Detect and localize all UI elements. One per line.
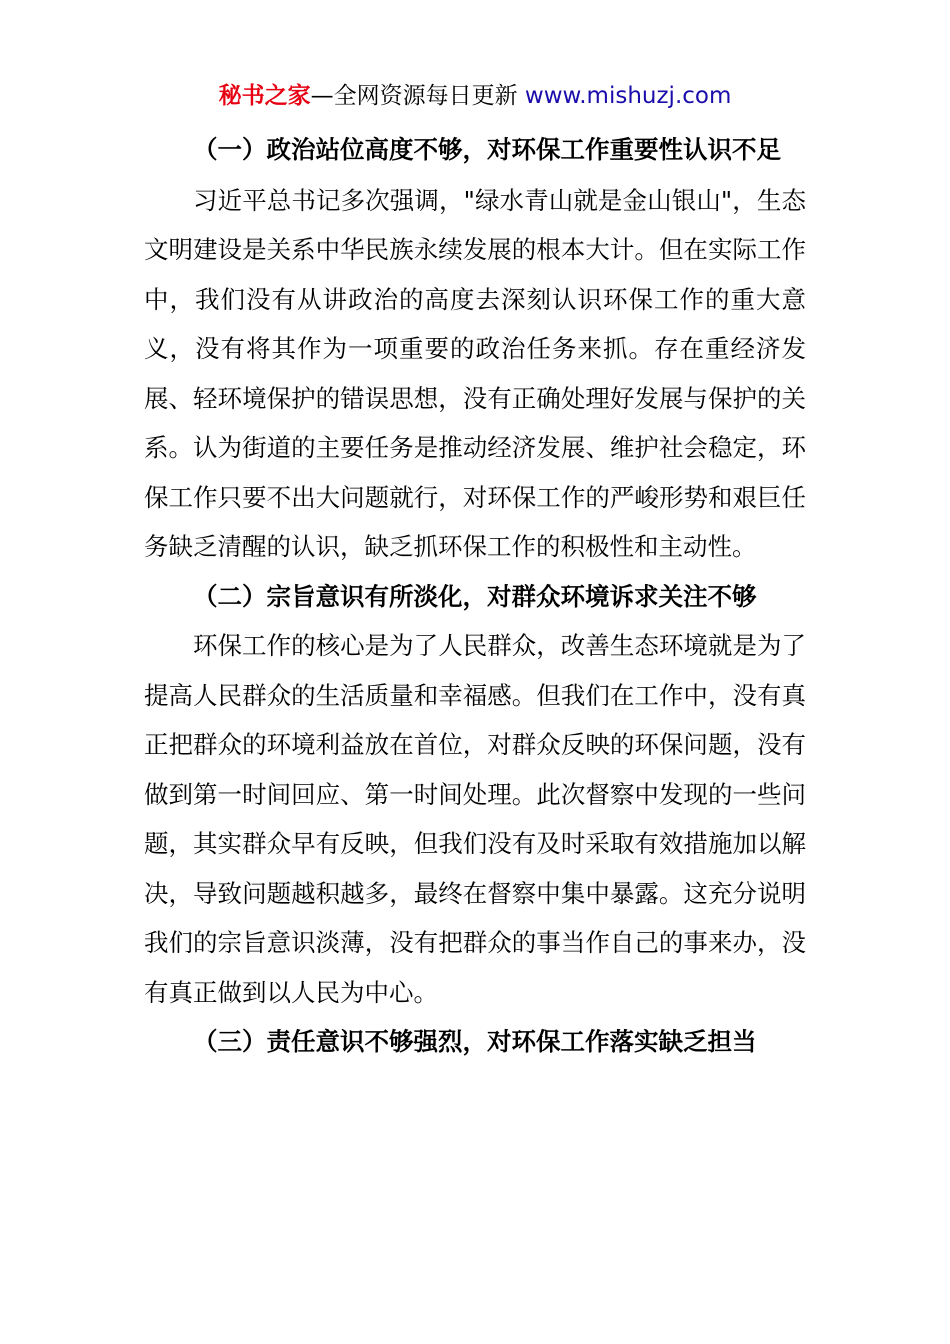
section-paragraph-1: 习近平总书记多次强调，"绿水青山就是金山银山"，生态文明建设是关系中华民族永续发展的根本大计。但在实际工作中，我们没有从讲政治的高度去深刻认识环保工作的重大意义，没有将其作为一项重要的政治任务来抓。存在重经济发展、轻环境保护的错误思想，没有正确处理好发展与保护的关系。认为街道的主要任务是推动经济发展、维护社会稳定，环保工作只要不出大问题就行，对环保工作的严峻形势和艰巨任务缺乏清醒的认识，缺乏抓环保工作的积极性和主动性。 [144,185,806,561]
site-url-link[interactable]: www.mishuzj.com [524,83,732,109]
section-heading-1: （一）政治站位高度不够，对环保工作重要性认识不足 [193,135,781,164]
document-body [144,125,806,1067]
brand-name: 秘书之家 [218,83,311,109]
section-paragraph-2: 环保工作的核心是为了人民群众，改善生态环境就是为了提高人民群众的生活质量和幸福感。但我们在工作中，没有真正把群众的环境利益放在首位，对群众反映的环保问题，没有做到第一时间回应、第一时间处理。此次督察中发现的一些问题，其实群众早有反映，但我们没有及时采取有效措施加以解决，导致问题越积越多，最终在督察中集中暴露。这充分说明我们的宗旨意识淡薄，没有把群众的事当作自己的事来办，没有真正做到以人民为中心。 [144,631,806,1007]
site-header [0,80,950,112]
header-tagline: —全网资源每日更新 [310,83,518,109]
section-heading-3: （三）责任意识不够强烈，对环保工作落实缺乏担当 [193,1027,757,1056]
section-heading-2: （二）宗旨意识有所淡化，对群众环境诉求关注不够 [193,581,757,611]
